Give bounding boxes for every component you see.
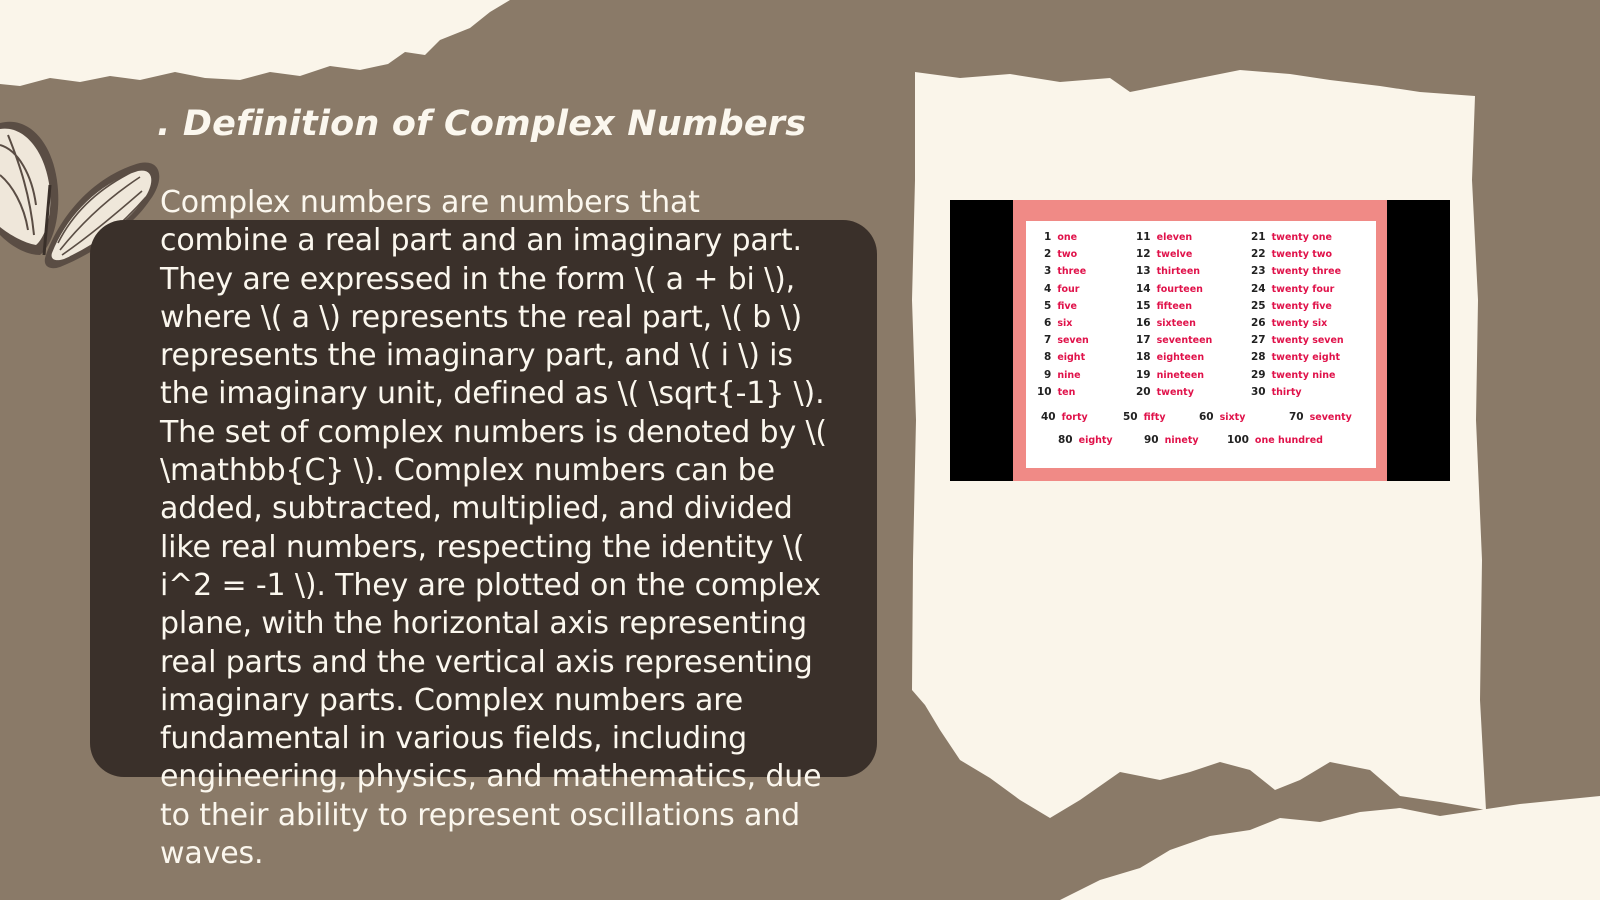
- number-digit: 80: [1058, 434, 1073, 446]
- number-digit: 3: [1044, 265, 1052, 278]
- number-table-cell: [1136, 334, 1212, 346]
- number-digit: 20: [1136, 385, 1151, 398]
- number-table-cell: [1251, 231, 1332, 243]
- number-digit: 29: [1251, 368, 1266, 381]
- number-table-cell: [1136, 300, 1192, 312]
- number-table-card: [1013, 200, 1387, 481]
- torn-paper-top-left: [0, 0, 510, 86]
- torn-paper-bottom-right: [1060, 796, 1600, 900]
- number-table-cell: [1227, 434, 1323, 446]
- number-digit: 27: [1251, 334, 1266, 347]
- number-word: twenty eight: [1271, 352, 1340, 364]
- number-digit: 4: [1044, 282, 1052, 295]
- number-digit: 22: [1251, 248, 1266, 261]
- number-table-cell: [1251, 317, 1327, 329]
- number-table-cell: [1251, 300, 1332, 312]
- number-table-cell: [1251, 265, 1341, 277]
- number-digit: 19: [1136, 368, 1151, 381]
- number-table-cell: [1044, 334, 1089, 346]
- number-word: fifty: [1143, 412, 1166, 423]
- number-digit: 30: [1251, 385, 1266, 398]
- number-table-cell: [1058, 434, 1113, 446]
- number-word: twenty two: [1271, 249, 1333, 261]
- number-word: four: [1057, 283, 1080, 295]
- number-word: thirteen: [1156, 266, 1201, 278]
- number-digit: 21: [1251, 231, 1266, 243]
- number-word: twenty one: [1271, 232, 1332, 243]
- number-word: forty: [1061, 412, 1088, 423]
- number-table-cell: [1144, 434, 1199, 446]
- number-word: ninety: [1164, 435, 1199, 446]
- number-table-cell: [1041, 411, 1088, 423]
- number-table-cell: [1136, 283, 1203, 295]
- number-digit: 100: [1227, 434, 1249, 446]
- number-digit: 28: [1251, 351, 1266, 364]
- number-table-cell: [1289, 411, 1352, 423]
- number-digit: 10: [1037, 385, 1052, 398]
- number-word: one: [1057, 232, 1078, 243]
- number-word: sixty: [1219, 412, 1246, 423]
- number-word: twenty five: [1271, 300, 1332, 312]
- number-digit: 13: [1136, 265, 1151, 278]
- number-table-cell: [1251, 248, 1332, 260]
- number-table-cell: [1037, 386, 1075, 398]
- number-table-cell: [1044, 265, 1086, 277]
- number-digit: 2: [1044, 248, 1052, 261]
- number-digit: 8: [1044, 351, 1052, 364]
- number-word: fifteen: [1156, 300, 1192, 312]
- number-digit: 14: [1136, 282, 1151, 295]
- number-word: twenty four: [1271, 283, 1335, 295]
- number-word: fourteen: [1156, 283, 1203, 295]
- number-table-cell: [1199, 411, 1245, 423]
- number-digit: 16: [1136, 317, 1151, 329]
- number-word: twenty: [1156, 386, 1194, 398]
- number-word: seventy: [1309, 412, 1352, 423]
- number-word: twenty nine: [1271, 369, 1336, 381]
- number-word: seven: [1057, 335, 1089, 347]
- number-digit: 18: [1136, 351, 1151, 364]
- number-table-cell: [1136, 248, 1192, 260]
- number-table-cell: [1123, 411, 1166, 423]
- number-word: twenty six: [1271, 318, 1328, 329]
- number-table-cell: [1044, 351, 1085, 363]
- number-table-cell: [1251, 334, 1344, 346]
- number-word: one hundred: [1254, 435, 1323, 446]
- number-digit: 11: [1136, 231, 1151, 243]
- number-table-cell: [1251, 386, 1302, 398]
- number-digit: 24: [1251, 282, 1266, 295]
- number-digit: 25: [1251, 299, 1266, 312]
- number-table-cell: [1136, 231, 1192, 243]
- number-digit: 60: [1199, 411, 1214, 423]
- number-table-cell: [1044, 283, 1079, 295]
- number-table-cell: [1136, 386, 1194, 398]
- number-table-cell: [1044, 248, 1077, 260]
- number-table-image: [950, 200, 1450, 481]
- number-digit: 40: [1041, 411, 1056, 423]
- number-word: eighteen: [1156, 352, 1205, 364]
- number-table-cell: [1136, 369, 1204, 381]
- number-table-cell: [1251, 369, 1335, 381]
- number-digit: 1: [1044, 231, 1052, 243]
- number-word: ten: [1057, 386, 1076, 398]
- number-digit: 6: [1044, 317, 1052, 329]
- number-digit: 23: [1251, 265, 1266, 278]
- number-digit: 50: [1123, 411, 1138, 423]
- slide-title: . Definition of Complex Numbers: [157, 104, 807, 144]
- number-word: thirty: [1271, 386, 1302, 398]
- number-word: eleven: [1156, 232, 1193, 243]
- number-word: eight: [1057, 352, 1086, 364]
- slide-body-text: Complex numbers are numbers that combine a real part and an imaginary part. They are expressed in the form \( a + bi \), where \( a \) represents the real part, \( b \) represents the imaginary part, and \( i \) is the imaginary unit, defined as \( \sqrt{-1} \). The set of complex numbers is denoted by \( \mathbb{C} \). Complex numbers can be added, subtracted, multiplied, and divided like real numbers, respecting the identity \( i^2 = -1 \). They are plotted on the complex plane, with the horizontal axis representing real parts and the vertical axis representing imaginary parts. Complex numbers are fundamental in various fields, including engineering, physics, and mathematics, due to their ability to represent oscillations and waves.: [160, 185, 827, 872]
- number-word: nineteen: [1156, 369, 1205, 381]
- number-word: twenty seven: [1271, 335, 1344, 347]
- number-table: [1026, 221, 1376, 468]
- number-digit: 17: [1136, 334, 1151, 347]
- number-digit: 12: [1136, 248, 1151, 261]
- number-digit: 7: [1044, 334, 1052, 347]
- number-table-cell: [1044, 369, 1081, 381]
- number-digit: 90: [1144, 434, 1159, 446]
- number-digit: 5: [1044, 299, 1052, 312]
- number-word: two: [1057, 249, 1078, 261]
- number-word: nine: [1057, 369, 1081, 381]
- number-table-cell: [1251, 351, 1340, 363]
- number-digit: 26: [1251, 317, 1266, 329]
- number-digit: 70: [1289, 411, 1304, 423]
- number-table-cell: [1044, 300, 1077, 312]
- number-table-cell: [1251, 283, 1334, 295]
- number-word: twelve: [1156, 249, 1193, 261]
- number-word: sixteen: [1156, 318, 1196, 329]
- number-table-cell: [1136, 265, 1200, 277]
- number-table-cell: [1136, 317, 1196, 329]
- number-word: eighty: [1078, 435, 1113, 446]
- number-table-cell: [1044, 317, 1072, 329]
- number-word: five: [1057, 300, 1077, 312]
- number-digit: 9: [1044, 368, 1052, 381]
- number-word: seventeen: [1156, 335, 1213, 347]
- number-word: twenty three: [1271, 266, 1342, 278]
- number-word: six: [1057, 318, 1073, 329]
- number-digit: 15: [1136, 299, 1151, 312]
- number-table-cell: [1136, 351, 1204, 363]
- number-table-cell: [1044, 231, 1077, 243]
- number-word: three: [1057, 266, 1087, 278]
